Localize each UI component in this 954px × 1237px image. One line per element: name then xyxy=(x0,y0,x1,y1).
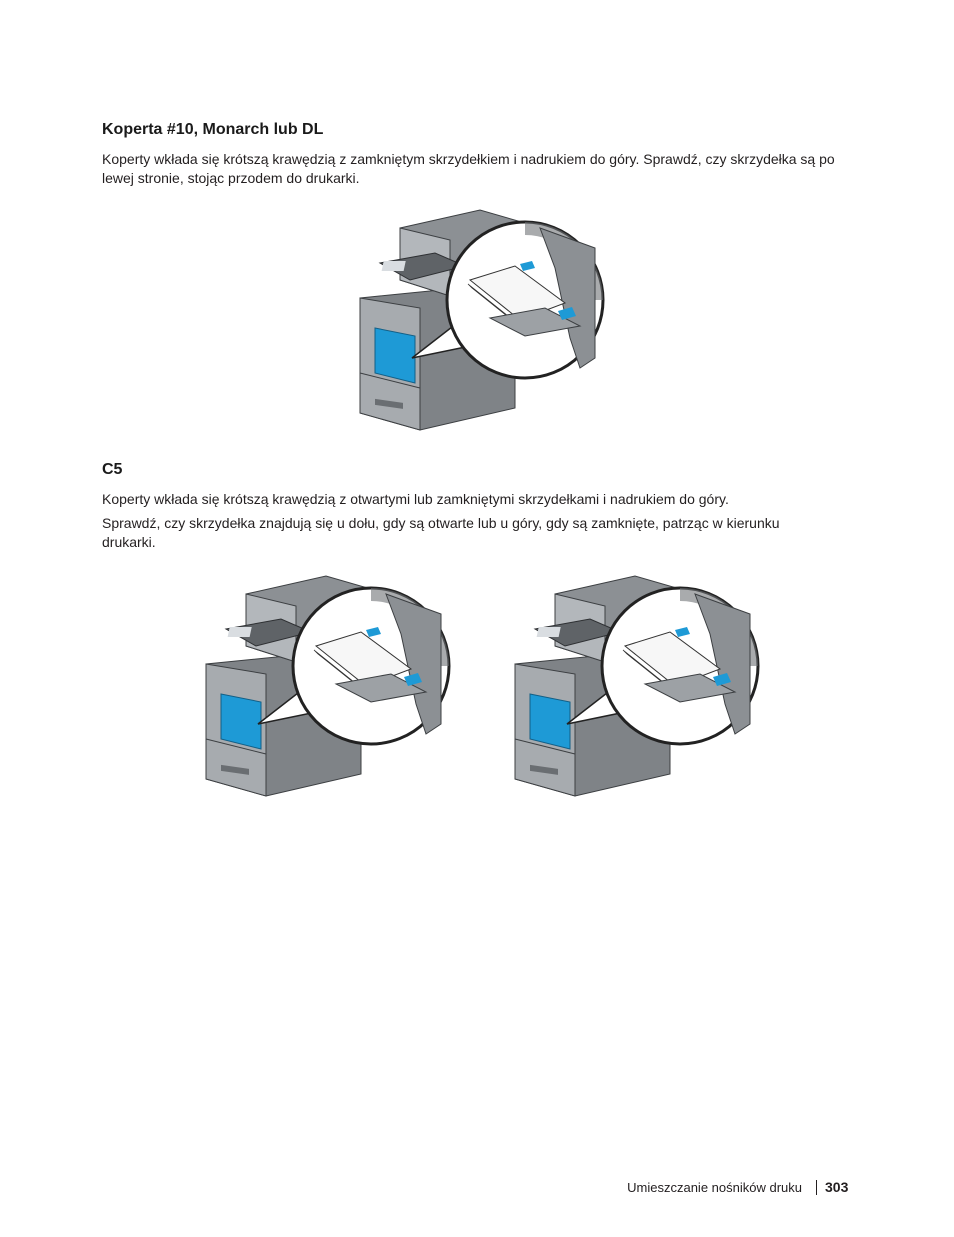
section-paragraph-c5-2: Sprawdź, czy skrzydełka znajdują się u dołu, gdy są otwarte lub u góry, gdy są zamknięte, patrząc w kierunku drukarki. xyxy=(102,515,780,550)
section-paragraph-dl: Koperty wkłada się krótszą krawędzią z zamkniętym skrzydełkiem i nadrukiem do góry. Sprawdź, czy skrzydełka są po lewej stronie, stojąc przodem do drukarki. xyxy=(102,151,835,186)
printer-envelope-c5-open-icon xyxy=(186,574,461,804)
footer-chapter: Umieszczanie nośników druku xyxy=(627,1180,802,1195)
page-number: 303 xyxy=(825,1179,849,1195)
footer-separator xyxy=(816,1180,817,1195)
section-paragraph-c5-1: Koperty wkłada się krótszą krawędzią z otwartymi lub zamkniętymi skrzydełkami i nadrukiem do góry. xyxy=(102,491,729,507)
section-heading-dl: Koperta #10, Monarch lub DL xyxy=(102,121,324,138)
section-heading-c5: C5 xyxy=(102,461,123,478)
printer-envelope-c5-closed-icon xyxy=(495,574,770,804)
printer-envelope-dl-icon xyxy=(340,208,615,438)
